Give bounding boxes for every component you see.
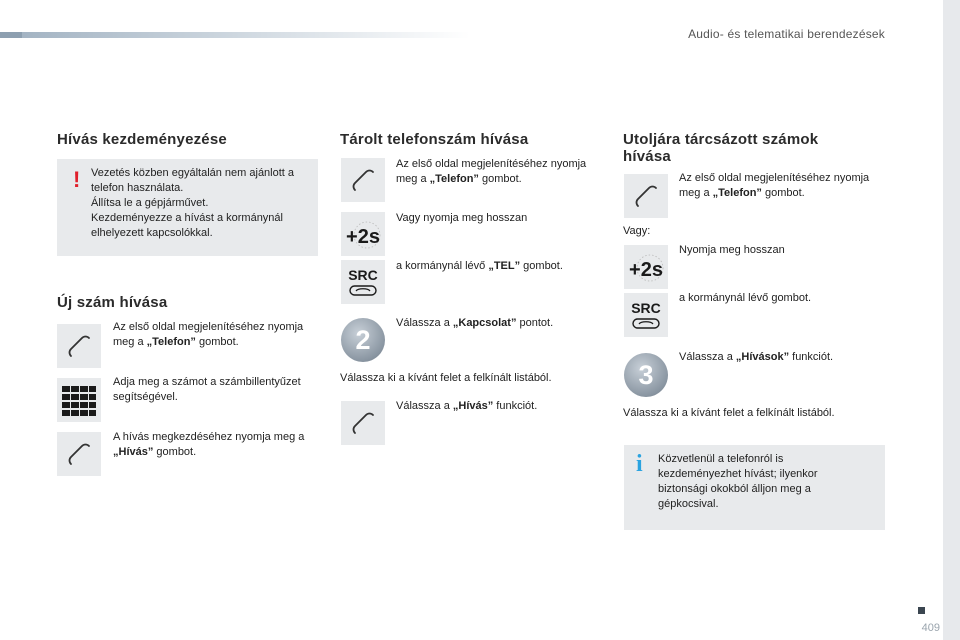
last-dialed-step-2: Nyomja meg hosszan [679, 244, 785, 256]
exclamation-icon: ! [73, 167, 81, 192]
stored-step-3: a kormánynál lévő „TEL” gombot. [396, 260, 563, 272]
heading-stored-number: Tárolt telefonszám hívása [340, 131, 529, 148]
phone-button-icon [341, 158, 385, 202]
heading-call-initiation: Hívás kezdeményezése [57, 131, 227, 148]
page-marker [918, 607, 925, 614]
heading-new-number: Új szám hívása [57, 294, 168, 311]
stored-step-5: Válassza a „Hívás” funkciót. [396, 400, 538, 412]
new-number-step-1: Az első oldal megjelenítéséhez nyomja meg a „Telefon” gombot. [113, 321, 304, 348]
long-press-label: +2s [629, 259, 663, 281]
long-press-icon [624, 245, 668, 289]
stored-step-2: Vagy nyomja meg hosszan [396, 212, 528, 224]
last-dialed-step-4: Válassza a „Hívások” funkciót. [679, 351, 834, 363]
stored-step-1: Az első oldal megjelenítéséhez nyomja meg a „Telefon” gombot. [396, 158, 587, 185]
heading-last-dialed: Utoljára tárcsázott számok hívása [623, 131, 819, 165]
src-steering-button-icon [341, 260, 385, 304]
last-dialed-step-1: Az első oldal megjelenítéséhez nyomja meg a „Telefon” gombot. [679, 172, 870, 199]
phone-button-icon [624, 174, 668, 218]
call-button-icon [341, 401, 385, 445]
long-press-icon [341, 212, 385, 256]
long-press-label: +2s [346, 226, 380, 248]
page-edge-strip [943, 0, 960, 640]
warning-text: Vezetés közben egyáltalán nem ajánlott a telefon használata. Állítsa le a gépjárművet. Kezdeményezze a hívást a kormánynál elhelyezett kapcsolókkal. [91, 167, 295, 239]
header-bar [0, 32, 470, 38]
step-number-badge: 2 [341, 318, 385, 362]
step-number-badge: 3 [624, 353, 668, 397]
page-number: 409 [921, 622, 940, 634]
new-number-step-3: A hívás megkezdéséhez nyomja meg a „Hívás” gombot. [113, 431, 305, 458]
call-button-icon [57, 432, 101, 476]
info-text: Közvetlenül a telefonról is kezdeményezhet hívást; ilyenkor biztonsági okokból álljon meg a gépkocsival. [658, 453, 818, 510]
new-number-step-2: Adja meg a számot a számbillentyűzet segítségével. [113, 376, 301, 403]
last-dialed-step-3: a kormánynál lévő gombot. [679, 292, 812, 304]
phone-button-icon [57, 324, 101, 368]
section-title: Audio- és telematikai berendezések [688, 27, 885, 41]
or-label: Vagy: [623, 225, 651, 237]
stored-select-text: Válassza ki a kívánt felet a felkínált listából. [340, 372, 552, 384]
keypad-icon [57, 378, 101, 422]
src-label: SRC [631, 300, 661, 316]
last-dialed-select-text: Válassza ki a kívánt felet a felkínált listából. [623, 407, 835, 419]
stored-step-4: Válassza a „Kapcsolat” pontot. [396, 317, 554, 329]
info-icon: i [636, 451, 643, 477]
src-steering-button-icon [624, 293, 668, 337]
src-label: SRC [348, 267, 378, 283]
